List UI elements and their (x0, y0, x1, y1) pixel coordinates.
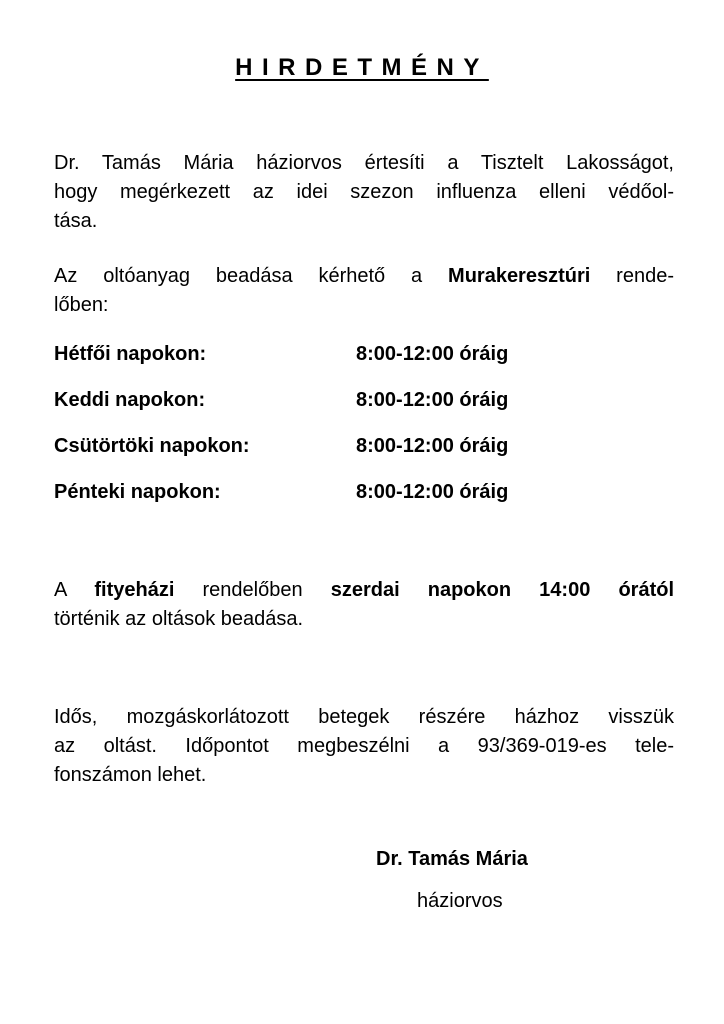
home-visit-line-1: Idős, mozgáskorlátozott betegek részére házhoz visszük (54, 706, 674, 728)
fityehaz-paragraph (54, 576, 674, 634)
intro-line-3: tása. (54, 210, 98, 232)
fityehaz-line-2: történik az oltások beadása. (54, 608, 304, 630)
schedule-time: 8:00-12:00 óráig (356, 435, 509, 457)
schedule-day: Keddi napokon: (54, 389, 206, 411)
intro-line-1: Dr. Tamás Mária háziorvos értesíti a Tisztelt Lakosságot, (54, 152, 674, 174)
fityehaz-time: szerdai napokon 14:00 órától (330, 579, 675, 601)
fityehaz-clinic: fityeházi (94, 579, 175, 601)
schedule-day: Csütörtöki napokon: (54, 435, 250, 457)
fityehaz-middle: rendelőben (174, 579, 331, 601)
location-line-2: lőben: (54, 294, 109, 316)
location-suffix: rende- (590, 265, 674, 287)
schedule-time: 8:00-12:00 óráig (356, 481, 509, 503)
location-line-1 (54, 262, 674, 291)
schedule-row (54, 478, 674, 524)
home-visit-line-3: fonszámon lehet. (54, 764, 207, 786)
signature-role: háziorvos (417, 890, 503, 912)
fityehaz-line-1 (54, 576, 674, 605)
home-visit-paragraph (54, 703, 674, 790)
schedule-row (54, 340, 674, 386)
location-prefix: Az oltóanyag beadása kérhető a (54, 265, 449, 287)
schedule-day: Pénteki napokon: (54, 481, 221, 503)
schedule-row (54, 432, 674, 478)
clinic-name: Murakeresztúri (448, 265, 591, 287)
page-title: HIRDETMÉNY (235, 54, 489, 81)
intro-paragraph (54, 149, 674, 236)
signature-name: Dr. Tamás Mária (376, 848, 528, 870)
schedule-row (54, 386, 674, 432)
location-paragraph (54, 262, 674, 320)
schedule-time: 8:00-12:00 óráig (356, 343, 509, 365)
home-visit-line-2: az oltást. Időpontot megbeszélni a 93/369-019-es tele- (54, 735, 674, 757)
intro-line-2: hogy megérkezett az idei szezon influenza elleni védőol- (54, 181, 674, 203)
fityehaz-prefix: A (54, 579, 95, 601)
schedule-day: Hétfői napokon: (54, 343, 207, 365)
schedule-time: 8:00-12:00 óráig (356, 389, 509, 411)
schedule-table (54, 340, 674, 524)
